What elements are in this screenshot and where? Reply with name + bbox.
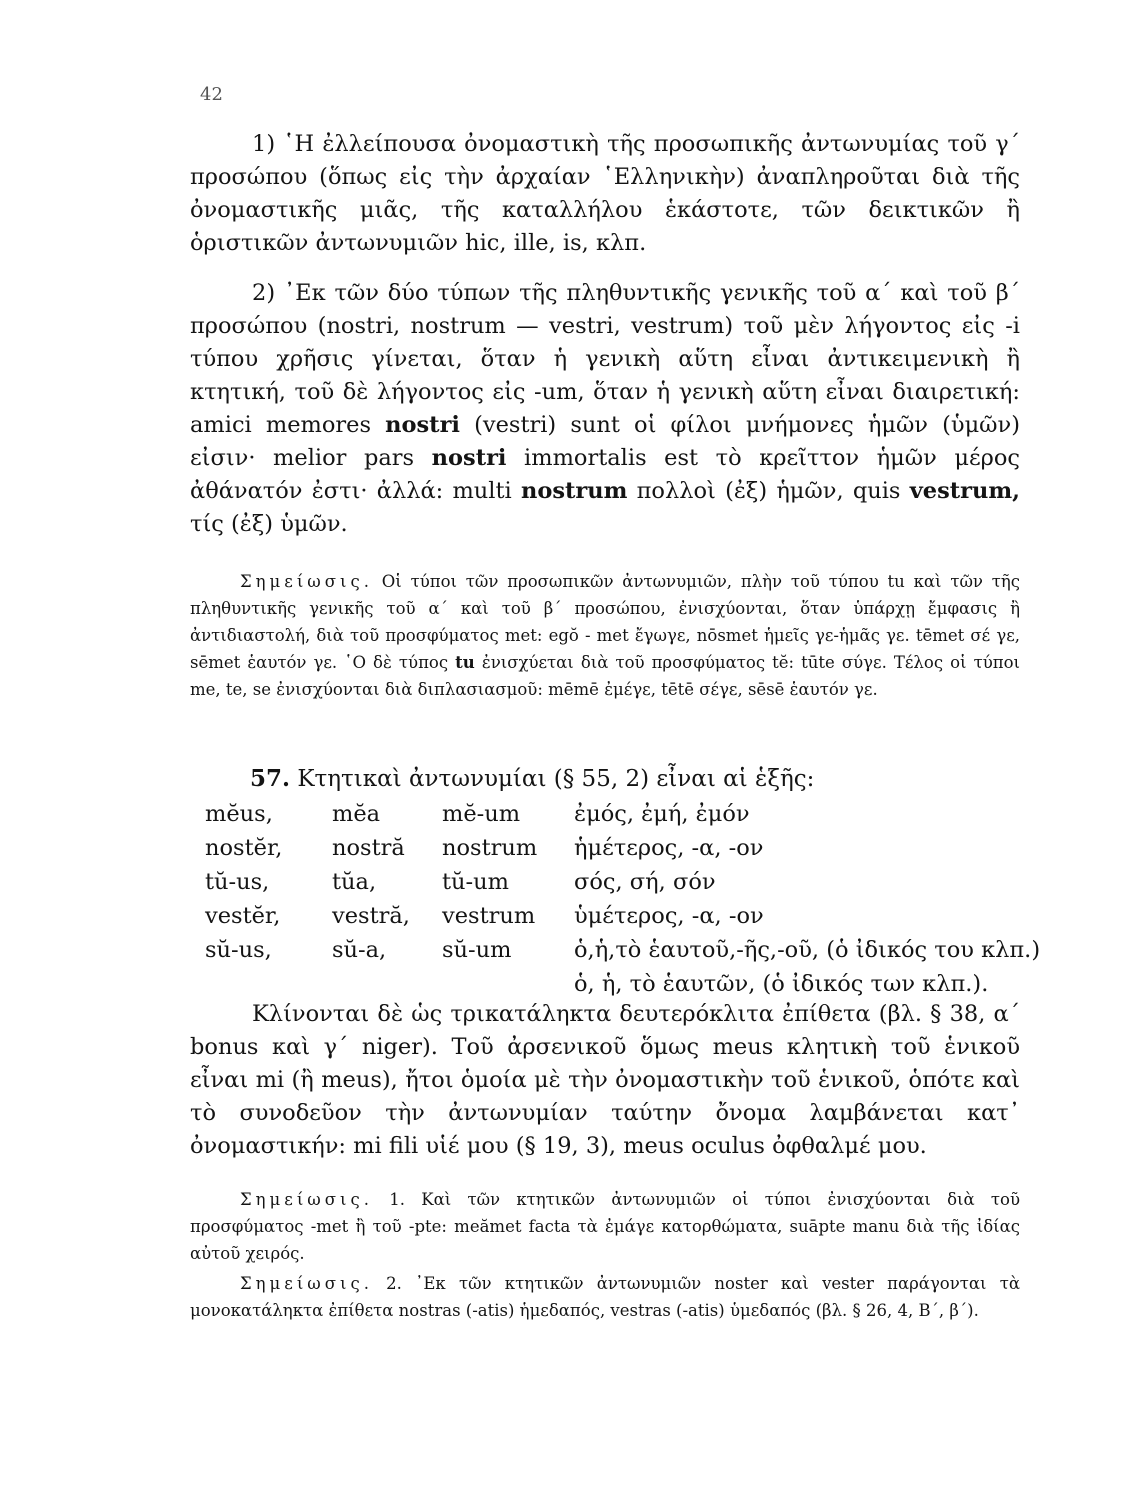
neuter-form: nostrum (442, 835, 538, 861)
bold-term: nostri (385, 412, 460, 438)
note-1: Σημείωσις. Οἱ τύποι τῶν προσωπικῶν ἀντωνυμιῶν, πλὴν τοῦ τύπου tu καὶ τῶν τῆς πληθυντικῆς γενικῆς τοῦ α΄ καὶ τοῦ β΄ προσώπου, ἐνισχύονται, ὅταν ὑπάρχῃ ἔμφασις ἢ ἀντιδιαστολή, διὰ τοῦ προσφύματος met: egŏ - met ἔγωγε, nōsmet ἡμεῖς γε-ἡμᾶς γε. tēmet σέ γε, sēmet ἑαυτόν γε. ῾Ο δὲ τύπος tu ἐνισχύεται διὰ τοῦ προσφύματος tĕ: tūte σύγε. Τέλος οἱ τύποι me, te, se ἐνισχύονται διὰ διπλασιασμοῦ: mēmē ἐμέγε, tētē σέγε, sēsē ἑαυτόν γε. (190, 572, 1020, 699)
section-title: Κτητικαὶ ἀντωνυμίαι (§ 55, 2) εἶναι αἱ ἑξῆς: (297, 766, 815, 792)
greek-translation: ὁ, ἡ, τὸ ἑαυτῶν, (ὁ ἰδικός των κλπ.). (574, 971, 989, 997)
feminine-form: mĕa (332, 801, 381, 827)
bold-term: nostri (431, 445, 507, 471)
feminine-form: tŭa, (332, 869, 377, 895)
table-row (205, 899, 1040, 933)
neuter-form: mĕ-um (442, 801, 521, 827)
greek-translation: ὑμέτερος, -α, -ον (574, 903, 764, 929)
table-row (205, 831, 1040, 865)
masculine-form: mĕus, (205, 801, 273, 827)
neuter-form (442, 967, 574, 1001)
section-57-heading (250, 762, 814, 796)
neuter-form: sŭ-um (442, 937, 512, 963)
greek-translation: σός, σή, σόν (574, 869, 716, 895)
note-label: Σημείωσις. (240, 1274, 373, 1293)
masculine-form: tŭ-us, (205, 869, 270, 895)
paragraph-2: 2) ᾿Εκ τῶν δύο τύπων τῆς πληθυντικῆς γενικῆς τοῦ α΄ καὶ τοῦ β΄ προσώπου (nostri, nostrum — vestri, vestrum) τοῦ μὲν λήγοντος εἰς -i τύπου χρῆσις γίνεται, ὅταν ἡ γενικὴ αὕτη εἶναι ἀντικειμενικὴ ἢ κτητική, τοῦ δὲ λήγοντος εἰς -um, ὅταν ἡ γενικὴ αὕτη εἶναι διαιρετική: amici memores nostri (vestri) sunt οἱ φίλοι μνήμονες ἡμῶν (ὑμῶν) εἰσιν· melior pars nostri immortalis est τὸ κρεῖττον ἡμῶν μέρος ἀθάνατόν ἐστι· ἀλλά: multi nostrum πολλοὶ (ἐξ) ἡμῶν, quis vestrum, τίς (ἐξ) ὑμῶν. (190, 280, 1020, 537)
neuter-form: tŭ-um (442, 869, 509, 895)
masculine-form (205, 967, 332, 1001)
table-row (205, 933, 1040, 967)
bold-term: vestrum, (909, 478, 1020, 504)
page-number: 42 (200, 84, 223, 105)
masculine-form: sŭ-us, (205, 937, 272, 963)
note-2: Σημείωσις. 1. Καὶ τῶν κτητικῶν ἀντωνυμιῶν οἱ τύποι ἐνισχύονται διὰ τοῦ προσφύματος -met ἢ τοῦ -pte: meămet facta τὰ ἐμάγε κατορθώματα, suāpte manu διὰ τῆς ἰδίας αὐτοῦ χειρός. (190, 1190, 1020, 1263)
note-3: Σημείωσις. 2. ᾿Εκ τῶν κτητικῶν ἀντωνυμιῶν noster καὶ vester παράγονται τὰ μονοκατάληκτα ἐπίθετα nostras (-atis) ἡμεδαπός, vestras (-atis) ὑμεδαπός (βλ. § 26, 4, Β΄, β΄). (190, 1274, 1020, 1320)
paragraph-1: 1) ῾Η ἐλλείπουσα ὀνομαστικὴ τῆς προσωπικῆς ἀντωνυμίας τοῦ γ΄ προσώπου (ὅπως εἰς τὴν ἀρχαίαν ῾Ελληνικὴν) ἀναπληροῦται διὰ τῆς ὀνομαστικῆς μιᾶς, τῆς καταλλήλου ἑκάστοτε, τῶν δεικτικῶν ἢ ὁριστικῶν ἀντωνυμιῶν hic, ille, is, κλπ. (190, 131, 1020, 256)
note-label: Σημείωσις. (240, 572, 373, 591)
paragraph-3: Κλίνονται δὲ ὡς τρικατάληκτα δευτερόκλιτα ἐπίθετα (βλ. § 38, α΄ bonus καὶ γ΄ niger). Τοῦ ἀρσενικοῦ ὅμως meus κλητικὴ τοῦ ἑνικοῦ εἶναι mi (ἢ meus), ἤτοι ὁμοία μὲ τὴν ὀνομαστικὴν τοῦ ἑνικοῦ, ὁπότε καὶ τὸ συνοδεῦον τὴν ἀντωνυμίαν ταύτην ὄνομα λαμβάνεται κατ᾽ ὀνομαστικήν: mi fili υἱέ μου (§ 19, 3), meus oculus ὀφθαλμέ μου. (190, 1001, 1020, 1159)
feminine-form: nostră (332, 835, 405, 861)
note-label: Σημείωσις. (240, 1190, 373, 1209)
masculine-form: nostĕr, (205, 835, 283, 861)
bold-term: nostrum (520, 478, 628, 504)
neuter-form: vestrum (442, 903, 536, 929)
feminine-form: sŭ-a, (332, 937, 387, 963)
section-number: 57. (250, 765, 291, 792)
possessive-pronoun-table (205, 797, 1040, 1001)
feminine-form (332, 967, 442, 1001)
table-row (205, 967, 1040, 1001)
table-row (205, 797, 1040, 831)
greek-translation: ἐμός, ἐμή, ἐμόν (574, 801, 750, 827)
greek-translation: ἡμέτερος, -α, -ον (574, 835, 764, 861)
bold-term: tu (455, 653, 475, 672)
masculine-form: vestĕr, (205, 903, 281, 929)
greek-translation: ὁ,ἡ,τὸ ἑαυτοῦ,-ῆς,-οῦ, (ὁ ἰδικός του κλπ.) (574, 937, 1041, 963)
table-row (205, 865, 1040, 899)
feminine-form: vestră, (332, 903, 410, 929)
